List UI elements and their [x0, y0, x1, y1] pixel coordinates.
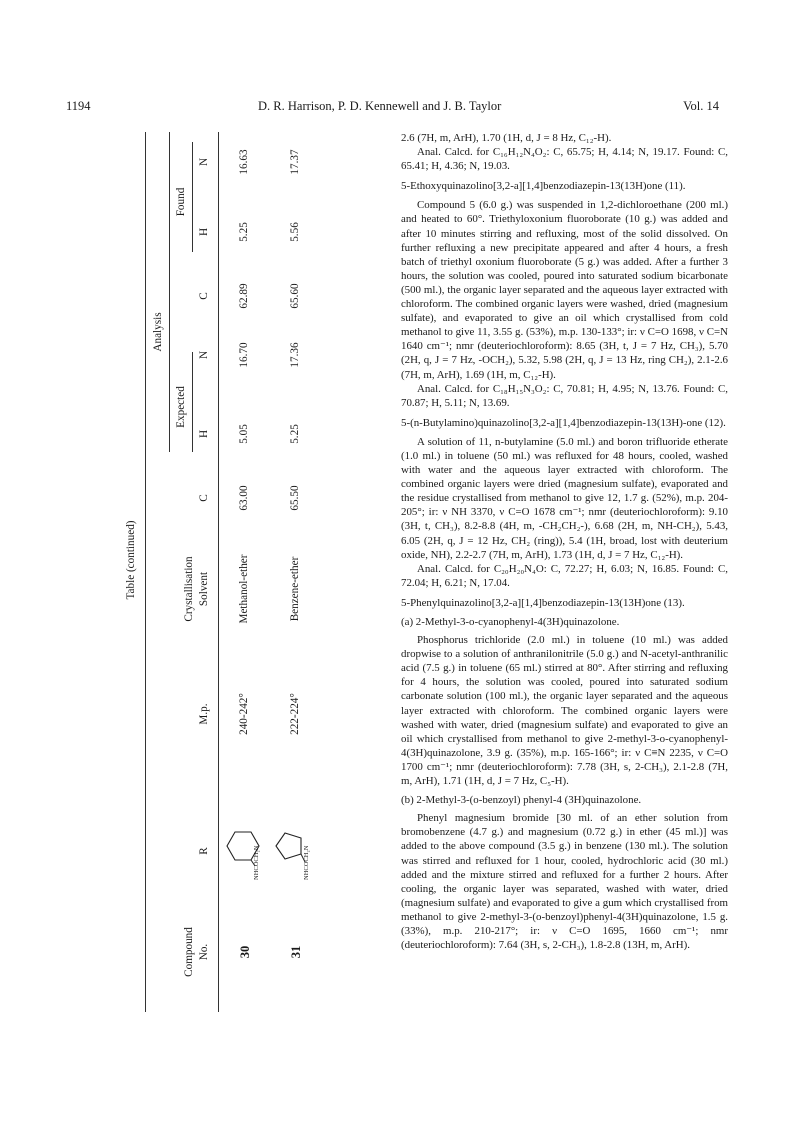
expected-h-header: H: [198, 429, 210, 439]
crystallisation-solvent: Methanol-ether: [238, 554, 250, 624]
expected-h: 5.25: [289, 424, 301, 444]
expected-h: 5.05: [238, 424, 250, 444]
step-a-procedure: Phosphorus trichloride (2.0 ml.) in toluene (10 ml.) was added dropwise to a solution of anthranilonitrile (5.0 g.) and N-acetyl-anthranilic acid (7.5 g.) in toluene (65 ml.) stirred at 80°. After stirring and refluxing for 4 hours, the solution was cooled, poured into saturated sodium carbonate solution (100 ml.), the organic layer separated and the aqueous layer extracted with chloroform. The combined organic layers were washed with water, dried (magnesium sulfate) and evaporated to give an oil which crystallised from methanol to give 2-methyl-3-o-cyanophenyl-4(3H)quinazolone, 3.9 g. (35%), m.p. 165-166°; ir: ν C≡N 2235, ν C=O 1700 cm⁻¹; nmr (deuteriochloroform): 7.78 (3H, s, 2-CH₃), 2.1-2.8 (7H, m, ArH), 1.71 (1H, d, J = 7 Hz, C₅-H).: [401, 634, 728, 788]
found-c: 65.60: [289, 283, 301, 309]
piperidine-ring-structure: [223, 824, 269, 880]
found-n: 16.63: [238, 149, 250, 175]
found-n-header: N: [198, 157, 210, 167]
found-c: 62.89: [238, 283, 250, 309]
crystallisation-solvent: Benzene-ether: [289, 556, 301, 622]
table-top-rule: [145, 132, 146, 1012]
expected-n-header: N: [198, 350, 210, 360]
compound-12-procedure: A solution of 11, n-butylamine (5.0 ml.) and boron trifluoride etherate (1.0 ml.) in toluene (50 ml.) was refluxed for 48 hours, cooled, washed with water and the aqueous layer extracted with chloroform. The combined organic layers were dried (magnesium sulfate), evaporated and the residue crystallised from methanol to give 12, 1.7 g. (52%), m.p. 204-205°; ir: ν NH 3370, ν C=O 1678 cm⁻¹; nmr (deuteriochloroform): 9.10 (3H, t, CH₃), 8.2-8.8 (4H, m, -CH₂CH₂-), 6.68 (2H, m, NH-CH₂), 5.43, 6.05 (2H, q, J = 12 Hz, CH₂ (ring)), 5.4 (1H, broad, lost with deuterium oxide, NH), 2.2-2.7 (7H, m, ArH), 1.73 (1H, d, J = 7 Hz, C₁₂-H).: [401, 435, 728, 561]
step-b-heading: (b) 2-Methyl-3-(o-benzoyl) phenyl-4 (3H)quinazolone.: [401, 794, 642, 807]
compound-12-heading: 5-(n-Butylamino)quinazolino[3,2-a][1,4]benzodiazepin-13(13H)-one (12).: [401, 416, 726, 429]
expected-c: 63.00: [238, 485, 250, 511]
analysis-line: Anal. Calcd. for C₁₆H₁₂N₄O₂: C, 65.75; H, 4.14; N, 19.17. Found: C, 65.41; H, 4.36; N, 19.03.: [401, 146, 728, 173]
compound-number: 31: [289, 945, 303, 959]
melting-point: 222-224°: [289, 693, 301, 735]
compound-11-analysis: Anal. Calcd. for C₁₈H₁₅N₃O₂: C, 70.81; H, 4.95; N, 13.76. Found: C, 70.87; H, 5.11; N, 13.69.: [401, 382, 728, 409]
found-rule: [192, 142, 193, 252]
r-substituent-label: NHCOCH₂N: [253, 845, 260, 880]
continued-table: [125, 132, 345, 1012]
table-title: Table (continued): [125, 520, 137, 600]
found-header: Found: [175, 187, 187, 217]
compound-header: Compound: [183, 927, 195, 977]
found-n: 17.37: [289, 149, 301, 175]
expected-n: 17.36: [289, 342, 301, 368]
mp-header: M.p.: [198, 703, 210, 725]
found-h: 5.25: [238, 222, 250, 242]
compound-12-analysis: Anal. Calcd. for C₂₀H₂₀N₄O: C, 72.27; H, 6.03; N, 16.85. Found: C, 72.04; H, 6.21; N, 17.04.: [401, 562, 728, 589]
header-bottom-rule: [218, 132, 219, 1012]
expected-c-header: C: [198, 494, 210, 502]
expected-header: Expected: [175, 386, 187, 428]
expected-rule: [192, 352, 193, 452]
compound-11-procedure: Compound 5 (6.0 g.) was suspended in 1,2-dichloroethane (200 ml.) and heated to 60°. Triethyloxonium fluoroborate (10 g.) was added and after 10 minutes stirring and refluxing, most of the solid dissolved. On further refluxing a new precipitate appeared and after 4 hours, a fresh batch of triethyl oxonium fluoroborate (5 g.) was added. After a further 3 hours, the solution was cooled, poured into saturated sodium bicarbonate (500 ml.), the organic layer separated and the aqueous layer extracted with chloroform. The combined organic layers were washed, dried (magnesium sulfate), and evaporated to give an oil which crystallised from cold methanol to give 11, 3.55 g. (53%), m.p. 130-133°; ir: ν C=O 1698, ν C=N 1640 cm⁻¹; nmr (deuteriochloroform): 8.65 (3H, t, J = 7 Hz, CH₃), 5.70 (2H, q, J = 7 Hz, -OCH₂), 5.32, 5.98 (2H, q, J = 13 Hz, ring CH₂), 2.1-2.6 (7H, m, ArH), 1.69 (1H, m, C₁₂-H).: [401, 199, 728, 381]
melting-point: 240-242°: [238, 693, 250, 735]
running-head-authors: D. R. Harrison, P. D. Kennewell and J. B. Taylor: [258, 99, 502, 113]
experimental-text-column: [401, 131, 728, 952]
step-a-heading: (a) 2-Methyl-3-o-cyanophenyl-4(3H)quinazolone.: [401, 616, 620, 628]
page-number: 1194: [66, 99, 91, 113]
found-h-header: H: [198, 227, 210, 237]
r-substituent-label: NHCOCH₂N: [303, 845, 310, 880]
solvent-header-line1: Crystallisation: [183, 556, 195, 622]
solvent-header-line2: Solvent: [198, 571, 210, 607]
compound-no-header: No.: [198, 943, 210, 961]
found-c-header: C: [198, 292, 210, 300]
analysis-header: Analysis: [152, 312, 164, 352]
compound-11-heading: 5-Ethoxyquinazolino[3,2-a][1,4]benzodiazepin-13(13H)one (11).: [401, 180, 686, 193]
pyrrolidine-ring-structure: [272, 824, 318, 880]
step-b-procedure: Phenyl magnesium bromide [30 ml. of an ether solution from bromobenzene (4.7 g.) and magnesium (0.72 g.) in ether (45 ml.)] was added to the above compound (3.5 g.) in benzene (130 ml.). The solution was stirred and refluxed for 1 hour, cooled, hydrochloric acid (30 ml.) added and the mixture stirred and refluxed for a further 2 hours. After cooling, the organic layer was separated, washed with water, dried (magnesium sulfate) and evaporated to give a gum which crystallised from methanol to give 2-methyl-3-(o-benzoyl)phenyl-4(3H)quinazolone, 1.5 g. (33%), m.p. 210-217°; ir: ν C=O 1695, 1660 cm⁻¹; nmr (deuteriochloroform): 7.64 (3H, s, 2-CH₃), 1.8-2.8 (13H, m, ArH).: [401, 812, 728, 952]
compound-number: 30: [238, 945, 252, 959]
analysis-rule: [169, 132, 170, 452]
running-head-volume: Vol. 14: [683, 99, 719, 113]
nmr-continuation: 2.6 (7H, m, ArH), 1.70 (1H, d, J = 8 Hz, C₁₂-H).: [401, 132, 612, 144]
compound-13-heading: 5-Phenylquinazolino[3,2-a][1,4]benzodiazepin-13(13H)one (13).: [401, 596, 685, 609]
r-header: R: [198, 847, 210, 855]
expected-n: 16.70: [238, 342, 250, 368]
found-h: 5.56: [289, 222, 301, 242]
expected-c: 65.50: [289, 485, 301, 511]
